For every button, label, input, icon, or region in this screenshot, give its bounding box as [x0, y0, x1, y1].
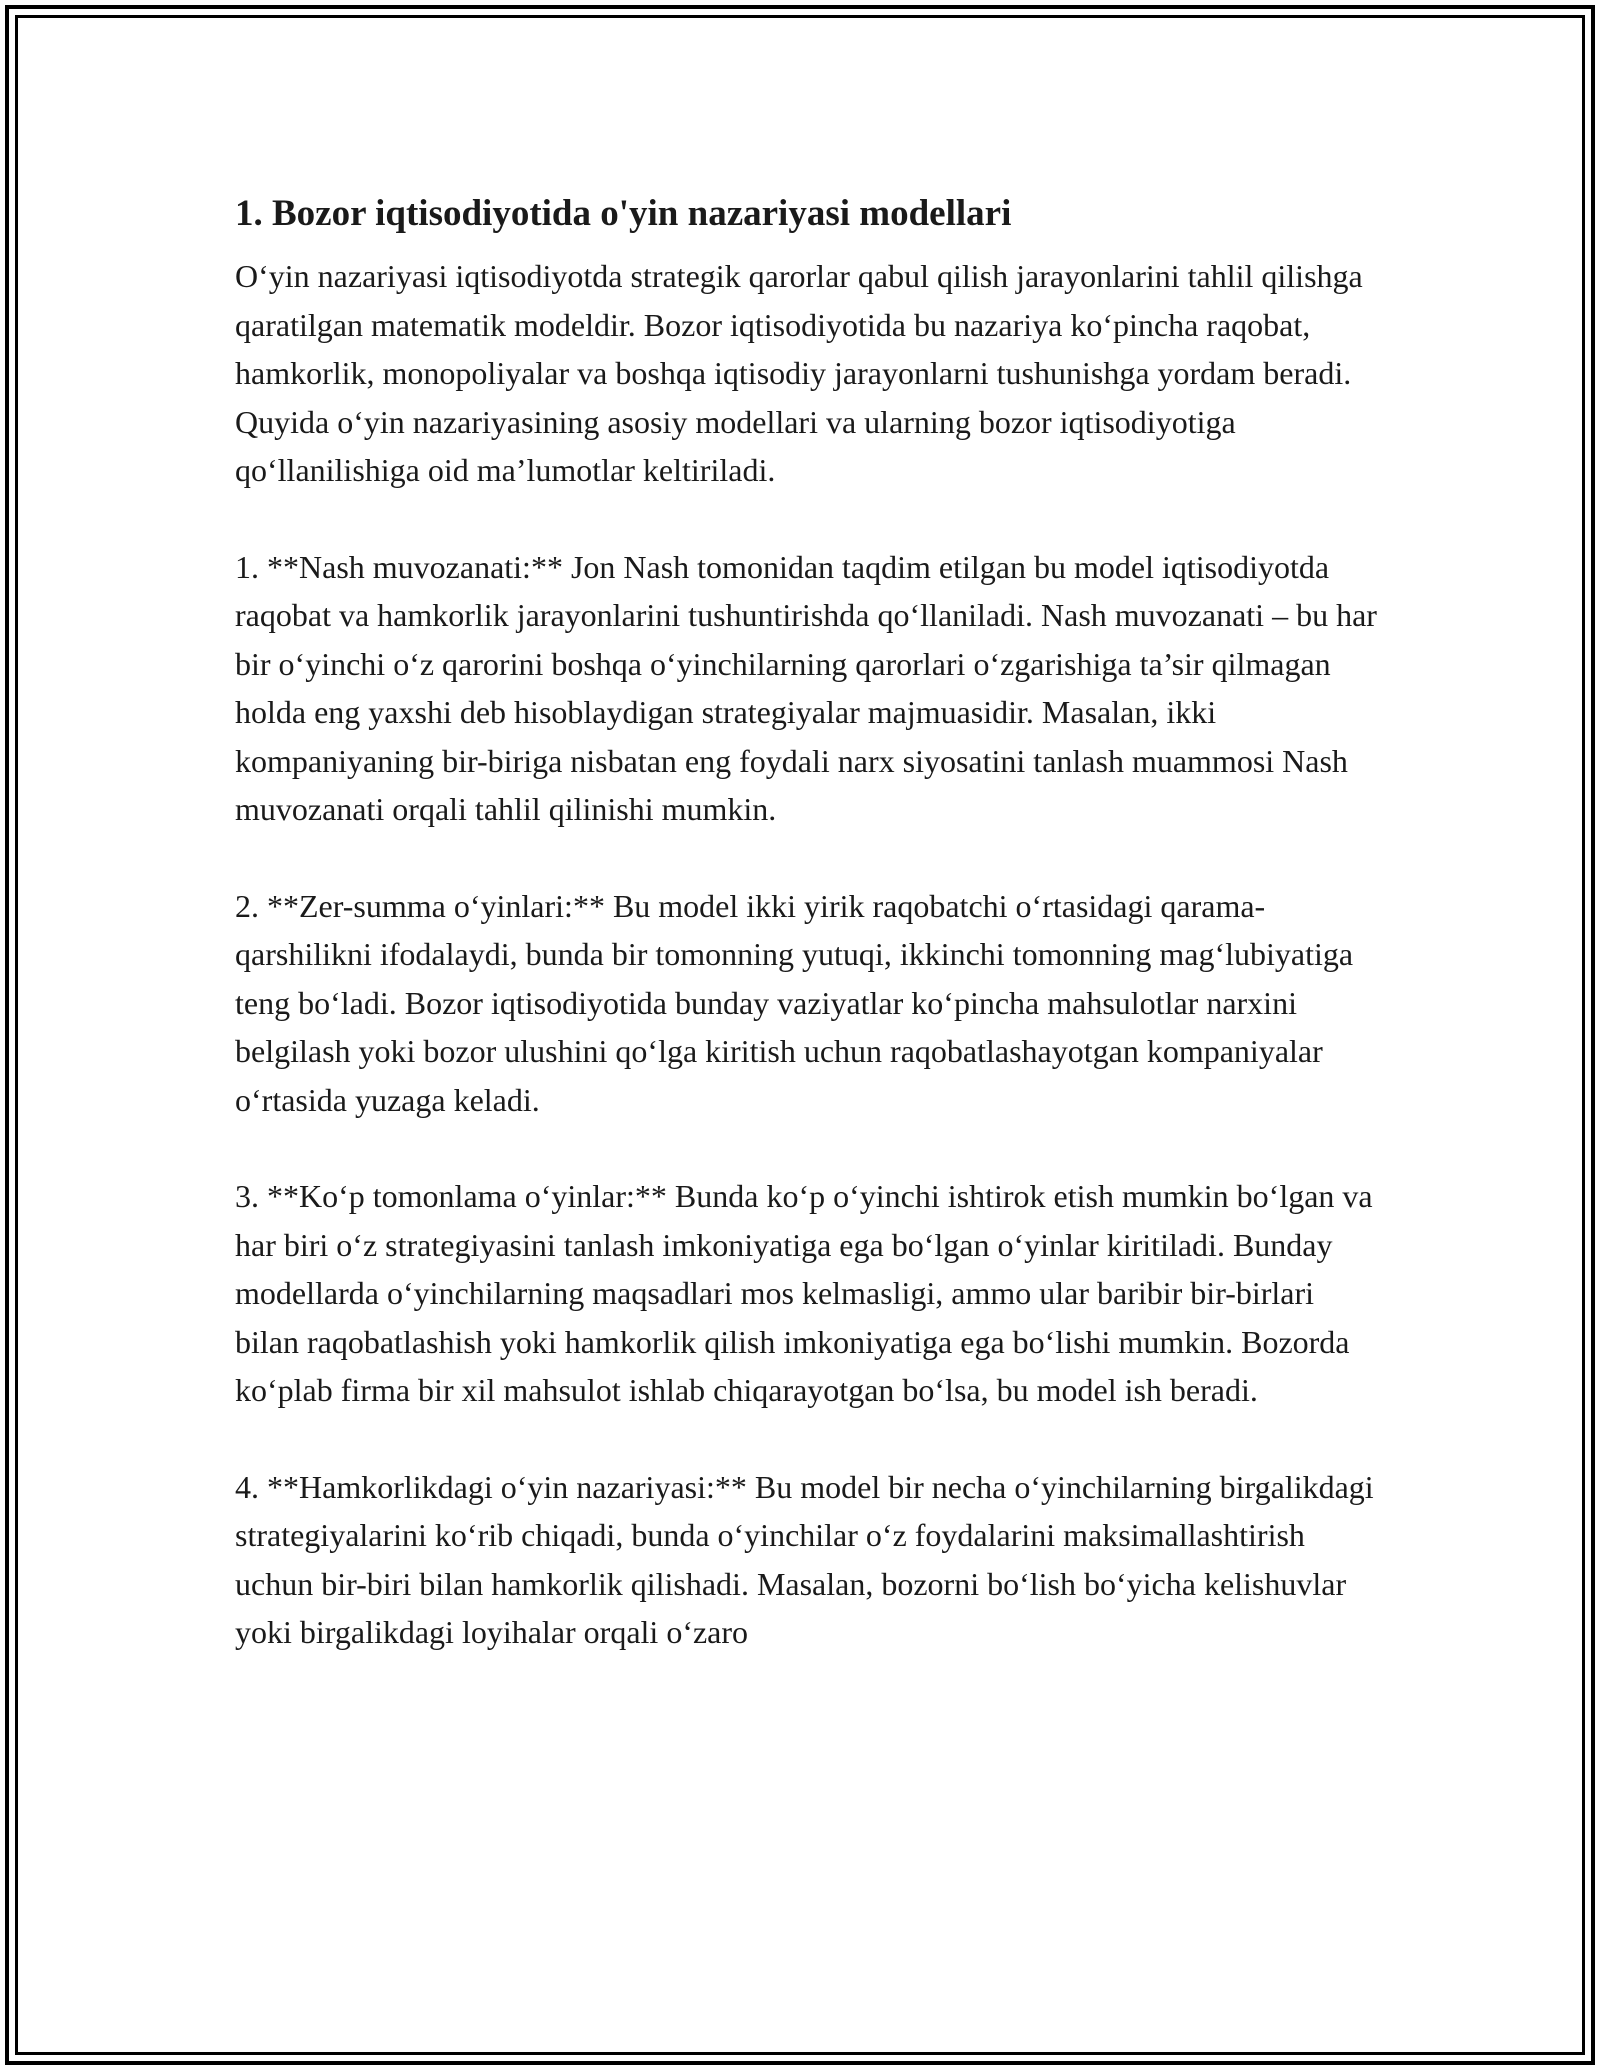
- section-heading: 1. Bozor iqtisodiyotida o'yin nazariyasi modellari: [235, 193, 1012, 234]
- paragraph-nash-equilibrium: 1. **Nash muvozanati:** Jon Nash tomonidan taqdim etilgan bu model iqtisodiyotda raqobat va hamkorlik jarayonlarini tushuntirishda qo‘llaniladi. Nash muvozanati – bu har bir o‘yinchi o‘z qarorini boshqa o‘yinchilarning qarorlari o‘zgarishiga ta’sir qilmagan holda eng yaxshi deb hisoblaydigan strategiyalar majmuasidir. Masalan, ikki kompaniyaning bir-biriga nisbatan eng foydali narx siyosatini tanlash muammosi Nash muvozanati orqali tahlil qilinishi mumkin.: [235, 548, 1377, 827]
- document-body: [235, 190, 1385, 1657]
- paragraph-cooperative-games: 4. **Hamkorlikdagi o‘yin nazariyasi:** Bu model bir necha o‘yinchilarning birgalikdagi strategiyalarini ko‘rib chiqadi, bunda o‘yinchilar o‘z foydalarini maksimallashtirish uchun bir-biri bilan hamkorlik qilishadi. Masalan, bozorni bo‘lish bo‘yicha kelishuvlar yoki birgalikdagi loyihalar orqali o‘zaro: [235, 1468, 1374, 1650]
- paragraph-zero-sum-games: 2. **Zer-summa o‘yinlari:** Bu model ikki yirik raqobatchi o‘rtasidagi qarama-qarshilikni ifodalaydi, bunda bir tomonning yutuqi, ikkinchi tomonning mag‘lubiyatiga teng bo‘ladi. Bozor iqtisodiyotida bunday vaziyatlar ko‘pincha mahsulotlar narxini belgilash yoki bozor ulushini qo‘lga kiritish uchun raqobatlashayotgan kompaniyalar o‘rtasida yuzaga keladi.: [235, 887, 1354, 1118]
- paragraph-multiplayer-games: 3. **Ko‘p tomonlama o‘yinlar:** Bunda ko‘p o‘yinchi ishtirok etish mumkin bo‘lgan va har biri o‘z strategiyasini tanlash imkoniyatiga ega bo‘lgan o‘yinlar kiritiladi. Bunday modellarda o‘yinchilarning maqsadlari mos kelmasligi, ammo ular baribir bir-birlari bilan raqobatlashish yoki hamkorlik qilish imkoniyatiga ega bo‘lishi mumkin. Bozorda ko‘plab firma bir xil mahsulot ishlab chiqarayotgan bo‘lsa, bu model ish beradi.: [235, 1178, 1373, 1408]
- intro-paragraph: O‘yin nazariyasi iqtisodiyotda strategik qarorlar qabul qilish jarayonlarini tahlil qilishga qaratilgan matematik modeldir. Bozor iqtisodiyotida bu nazariya ko‘pincha raqobat, hamkorlik, monopoliyalar va boshqa iqtisodiy jarayonlarni tushunishga yordam beradi. Quyida o‘yin nazariyasining asosiy modellari va ularning bozor iqtisodiyotiga qo‘llanilishiga oid ma’lumotlar keltiriladi.: [235, 258, 1363, 488]
